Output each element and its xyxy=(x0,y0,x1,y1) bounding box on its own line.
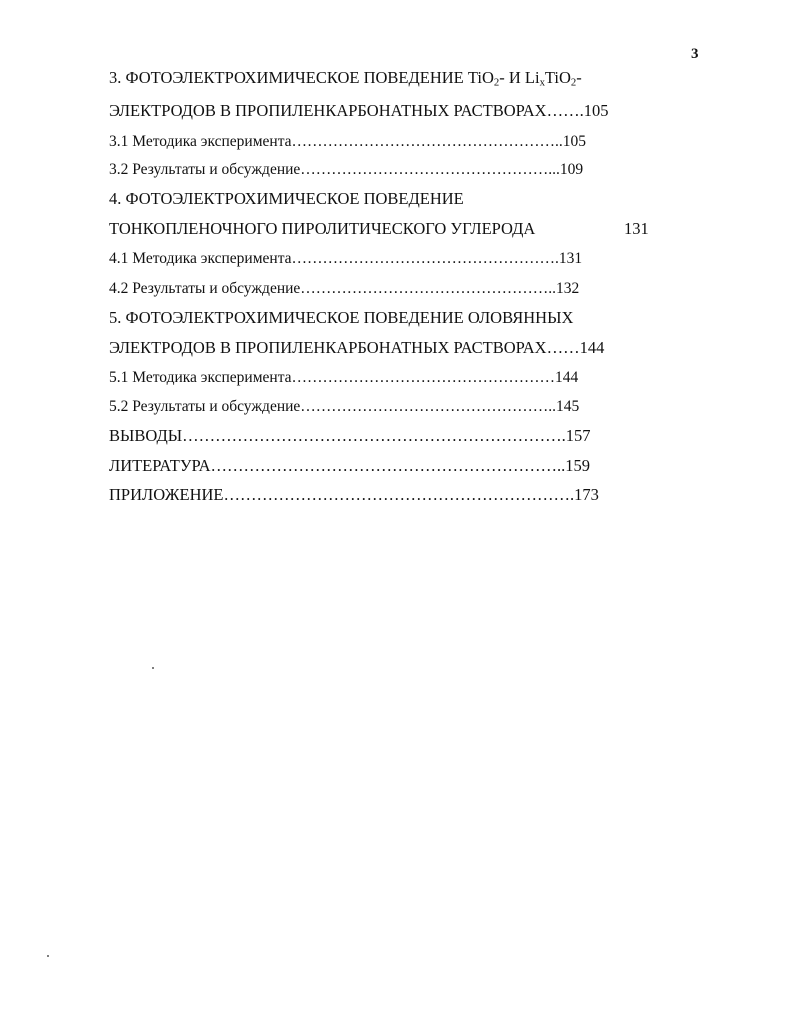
toc-section-3-1: 3.1 Методика эксперимента……………………………………………..105 xyxy=(109,133,587,150)
toc-chapter-4-title-line-2: ТОНКОПЛЕНОЧНОГО ПИРОЛИТИЧЕСКОГО УГЛЕРОДА xyxy=(109,219,536,238)
toc-chapter-4-title-line-1: 4. ФОТОЭЛЕКТРОХИМИЧЕСКОЕ ПОВЕДЕНИЕ xyxy=(109,189,464,208)
scan-speck xyxy=(152,667,154,669)
toc-conclusions: ВЫВОДЫ…………………………………………………………….157 xyxy=(109,426,591,445)
toc-chapter-3-title-line-2: ЭЛЕКТРОДОВ В ПРОПИЛЕНКАРБОНАТНЫХ РАСТВОРАХ…….105 xyxy=(109,101,609,120)
toc-section-4-2: 4.2 Результаты и обсуждение…………………………………………..132 xyxy=(109,280,580,297)
toc-section-5-2: 5.2 Результаты и обсуждение…………………………………………..145 xyxy=(109,398,580,415)
chapter-3-text-b: - И Li xyxy=(499,68,540,87)
toc-literature: ЛИТЕРАТУРА………………………………………………………..159 xyxy=(109,456,591,475)
toc-section-3-2: 3.2 Результаты и обсуждение…………………………………………...109 xyxy=(109,161,584,178)
chapter-3-text-c: TiO xyxy=(544,68,571,87)
chapter-3-text-a: 3. ФОТОЭЛЕКТРОХИМИЧЕСКОЕ ПОВЕДЕНИЕ TiO xyxy=(109,68,494,87)
toc-chapter-5-title-line-2: ЭЛЕКТРОДОВ В ПРОПИЛЕНКАРБОНАТНЫХ РАСТВОРАХ……144 xyxy=(109,338,605,357)
toc-section-5-1: 5.1 Методика эксперимента……………………………………………144 xyxy=(109,369,579,386)
toc-section-4-1: 4.1 Методика эксперимента…………………………………………….131 xyxy=(109,250,583,267)
page-number: 3 xyxy=(691,46,699,62)
scan-speck xyxy=(47,955,49,957)
subscript: x xyxy=(539,76,545,89)
subscript: 2 xyxy=(493,76,500,89)
subscript: 2 xyxy=(570,76,577,89)
toc-appendix: ПРИЛОЖЕНИЕ……………………………………………………….173 xyxy=(109,485,599,504)
toc-chapter-4-page: 131 xyxy=(624,219,649,238)
chapter-3-text-d: - xyxy=(576,68,582,87)
toc-chapter-5-title-line-1: 5. ФОТОЭЛЕКТРОХИМИЧЕСКОЕ ПОВЕДЕНИЕ ОЛОВЯННЫХ xyxy=(109,308,574,327)
toc-chapter-3-title-line-1 xyxy=(109,68,582,88)
